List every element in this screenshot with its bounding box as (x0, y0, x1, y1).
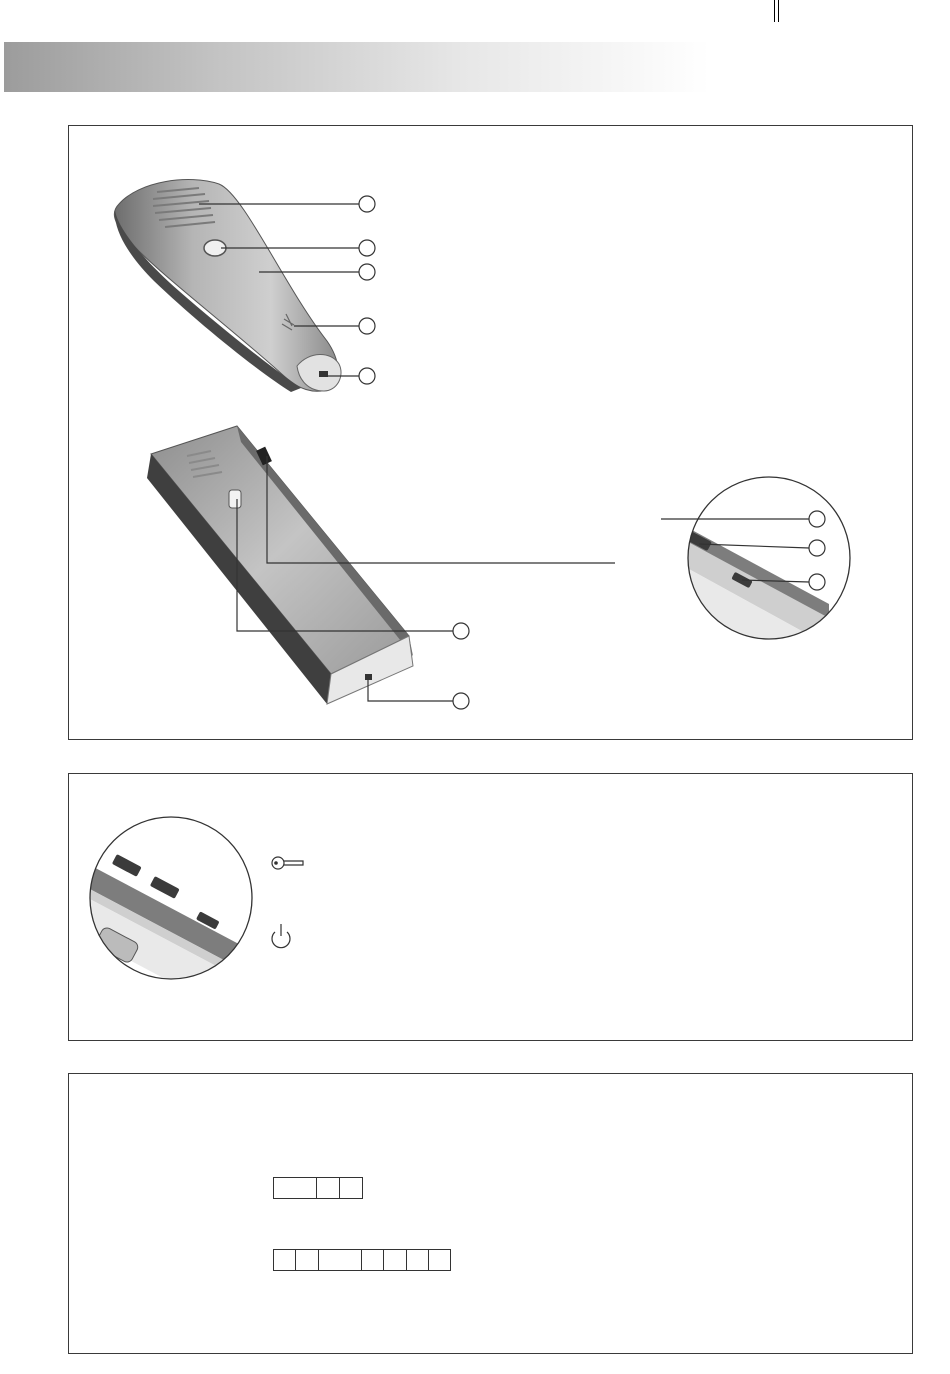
callout-10 (809, 574, 825, 590)
callout-1 (359, 196, 375, 212)
callout-8 (809, 511, 825, 527)
callout-2 (359, 240, 375, 256)
handset-back-view (114, 180, 341, 392)
code-cell (296, 1250, 318, 1271)
code-cell (428, 1250, 450, 1271)
handset-figure (69, 126, 914, 741)
buttons-detail-figure (69, 774, 914, 1042)
zoom-detail (626, 466, 869, 686)
power-icon (272, 924, 290, 948)
handset-figure-panel (68, 125, 913, 740)
volume-slider (229, 490, 241, 508)
callout-9 (809, 540, 825, 556)
code-cell (274, 1178, 317, 1199)
callout-6 (453, 623, 469, 639)
code-cell (318, 1250, 362, 1271)
code-cell (317, 1178, 340, 1199)
code-row-2 (273, 1249, 451, 1271)
crop-mark-top (774, 0, 775, 22)
callout-5 (359, 368, 375, 384)
callout-3 (359, 264, 375, 280)
code-cell (406, 1250, 428, 1271)
code-cell (384, 1250, 406, 1271)
code-cell (340, 1178, 363, 1199)
buttons-panel (68, 773, 913, 1041)
code-row-1 (273, 1177, 363, 1199)
code-cell (362, 1250, 384, 1271)
code-cell (274, 1250, 296, 1271)
handset-side-view (147, 426, 413, 704)
key-icon (272, 857, 303, 869)
header-band (4, 42, 710, 92)
code-panel (68, 1073, 913, 1354)
callout-7 (453, 693, 469, 709)
callout-4 (359, 318, 375, 334)
crop-mark-top-2 (778, 0, 779, 22)
